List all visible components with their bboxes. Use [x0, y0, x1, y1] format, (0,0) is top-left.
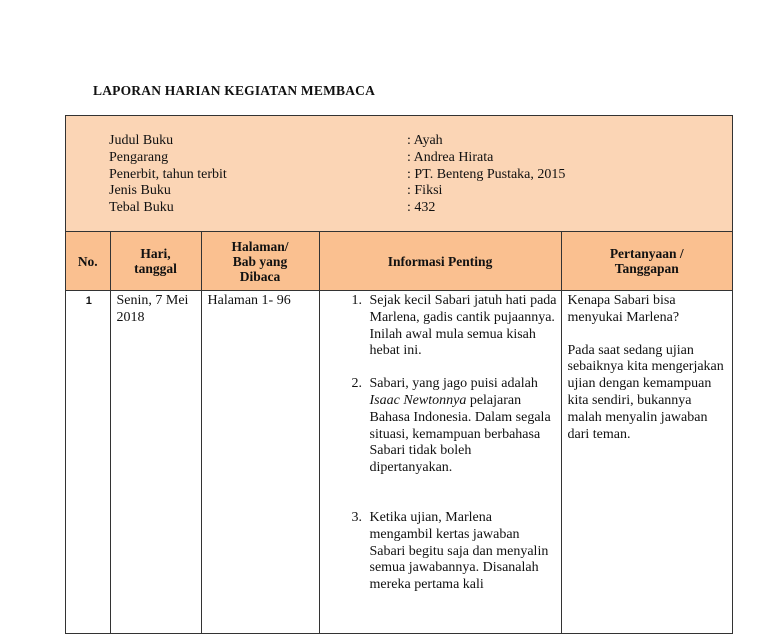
header-response-line1: Pertanyaan / [609, 246, 684, 261]
response-comment: Pada saat sedang ujian sebaiknya kita mengerjakan ujian dengan kemampuan kita sendiri, bukannya malah menyalin jawaban dari teman. [567, 342, 724, 442]
header-pages-line1: Halaman/ [231, 238, 289, 254]
table-header-row [66, 232, 732, 291]
row-info [319, 291, 561, 634]
header-pages-line2: Bab yang [232, 253, 288, 269]
book-title-value: : Ayah [407, 133, 443, 148]
row-date: Senin, 7 Mei 2018 [110, 291, 201, 634]
header-pages-line3: Dibaca [239, 268, 281, 284]
header-response-line2: Tanggapan [614, 261, 679, 276]
info-item-2 [366, 376, 557, 477]
row-pages: Halaman 1- 96 [201, 291, 319, 634]
author-label: Pengarang [109, 149, 169, 165]
info-list [326, 293, 557, 594]
header-pages [201, 232, 319, 291]
info-item-3: 3. Ketika ujian, Marlena mengambil kertas jawaban Sabari begitu saja dan menyalin semua jawabannya. Disanalah mereka pertama kali [366, 510, 557, 594]
header-date [110, 232, 201, 291]
info-item-2-pre: Sabari, yang jago puisi adalah [369, 376, 538, 392]
report-table [65, 115, 733, 634]
page-count-label: Tebal Buku [109, 200, 174, 216]
report-title: LAPORAN HARIAN KEGIATAN MEMBACA [93, 83, 376, 98]
response-question: Kenapa Sabari bisa menyukai Marlena? [567, 293, 680, 325]
publisher-value: : PT. Benteng Pustaka, 2015 [407, 166, 566, 182]
author-value: : Andrea Hirata [407, 149, 494, 165]
table-row [66, 291, 732, 634]
header-date-line2: tanggal [134, 261, 177, 276]
header-no: No. [66, 232, 110, 291]
book-info-labels [109, 133, 227, 217]
publisher-label: Penerbit, tahun terbit [109, 166, 227, 182]
reading-log-table [66, 232, 732, 633]
info-item-2-post: pelajaran Bahasa Indonesia. Dalam segala situasi, kemampuan berbahasa Sabari tidak boleh dipertanyakan. [369, 392, 551, 476]
genre-value: : Fiksi [407, 183, 443, 199]
header-date-line1: Hari, [140, 246, 171, 261]
book-info-values [407, 133, 565, 217]
header-info: Informasi Penting [319, 232, 561, 291]
row-number: 1 [66, 291, 110, 634]
header-response [561, 232, 732, 291]
row-response [561, 291, 732, 634]
book-info-panel [66, 116, 732, 232]
page-count-value: : 432 [407, 200, 436, 216]
book-title-label: Judul Buku [109, 133, 174, 148]
info-item-1: 1. Sejak kecil Sabari jatuh hati pada Marlena, gadis cantik pujaannya. Inilah awal mula semua kisah hebat ini. [366, 293, 557, 360]
genre-label: Jenis Buku [109, 183, 171, 199]
info-item-2-italic: Isaac Newtonnya [369, 392, 467, 408]
